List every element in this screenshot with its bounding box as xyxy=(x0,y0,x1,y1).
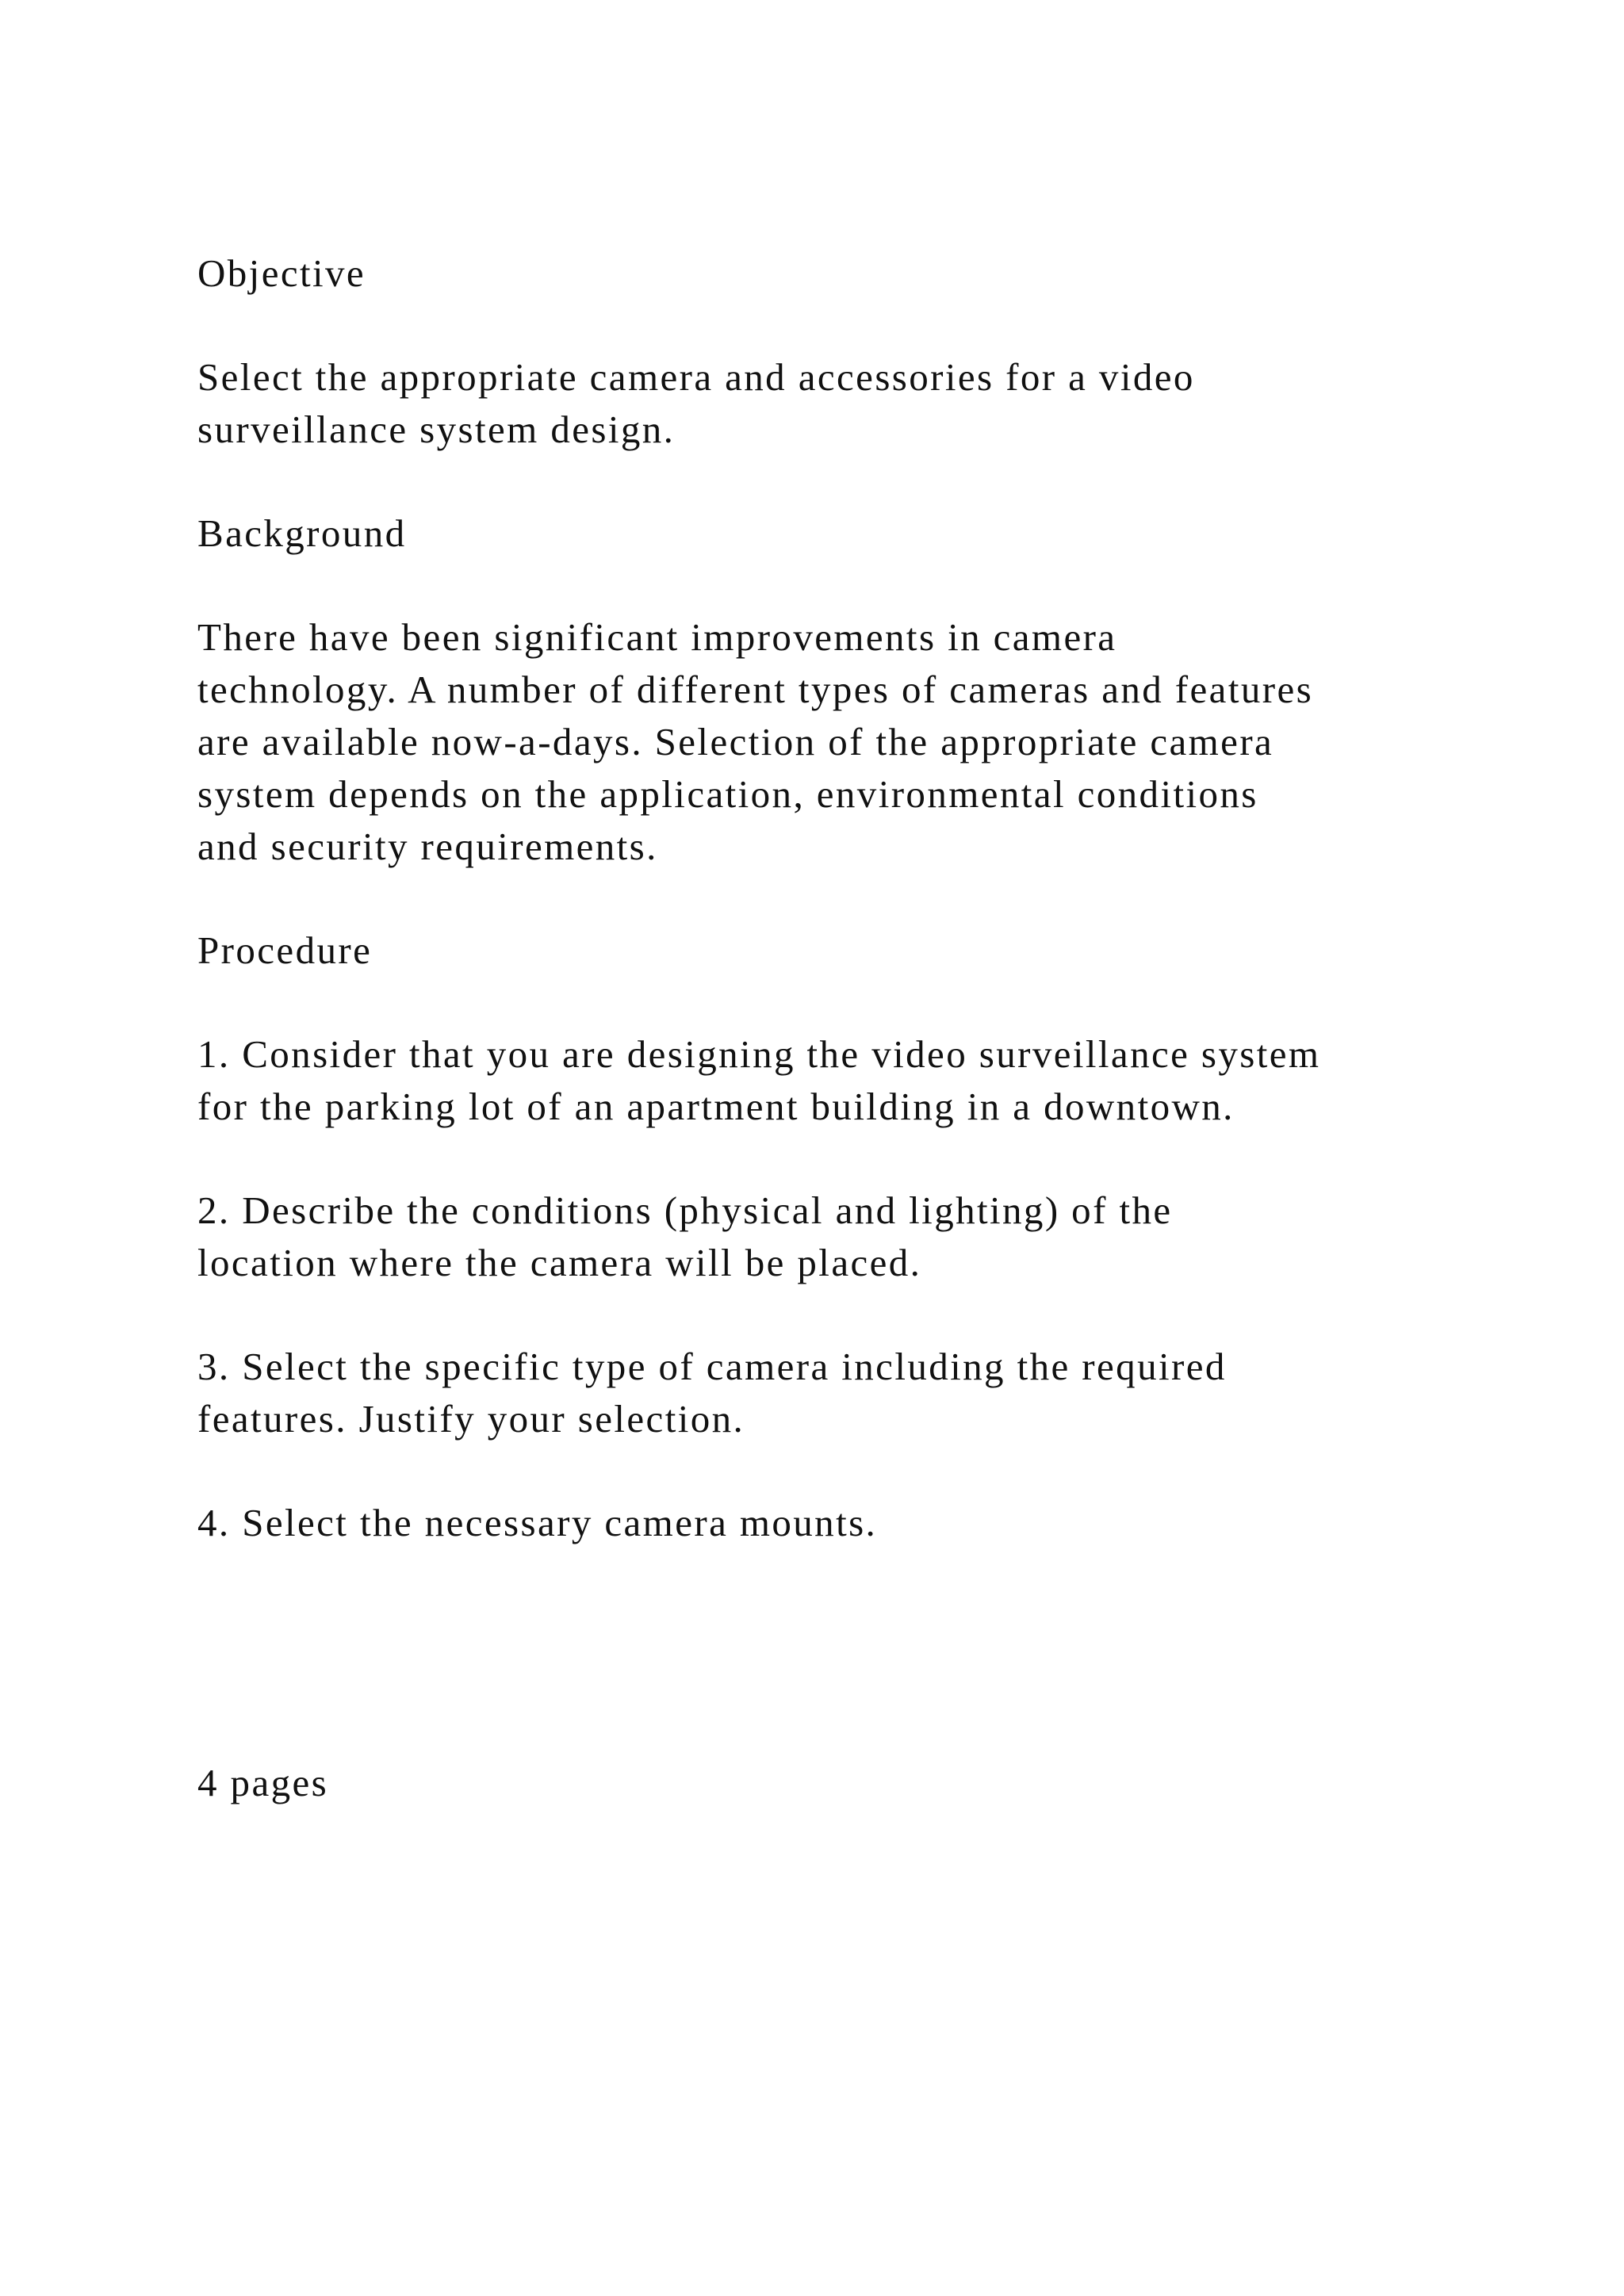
objective-line-2: surveillance system design. xyxy=(197,408,676,451)
step-1-line-2: for the parking lot of an apartment building in a downtown. xyxy=(197,1085,1235,1128)
background-line-1: There have been significant improvements in camera xyxy=(197,615,1117,659)
step-1-line-1: 1. Consider that you are designing the video surveillance system xyxy=(197,1032,1321,1076)
background-line-2: technology. A number of different types of cameras and features xyxy=(197,668,1314,711)
background-line-5: and security requirements. xyxy=(197,825,658,868)
step-2-line-1: 2. Describe the conditions (physical and lighting) of the xyxy=(197,1188,1173,1232)
objective-heading: Objective xyxy=(197,251,366,295)
step-3-line-2: features. Justify your selection. xyxy=(197,1397,745,1441)
step-4-line-1: 4. Select the necessary camera mounts. xyxy=(197,1501,878,1544)
background-line-3: are available now-a-days. Selection of the appropriate camera xyxy=(197,720,1274,763)
step-2-line-2: location where the camera will be placed. xyxy=(197,1241,922,1284)
background-heading: Background xyxy=(197,511,407,555)
objective-line-1: Select the appropriate camera and accessories for a video xyxy=(197,355,1195,399)
step-3-line-1: 3. Select the specific type of camera including the required xyxy=(197,1345,1227,1388)
procedure-heading: Procedure xyxy=(197,928,373,972)
page-count: 4 pages xyxy=(197,1761,329,1804)
background-line-4: system depends on the application, environmental conditions xyxy=(197,772,1258,816)
